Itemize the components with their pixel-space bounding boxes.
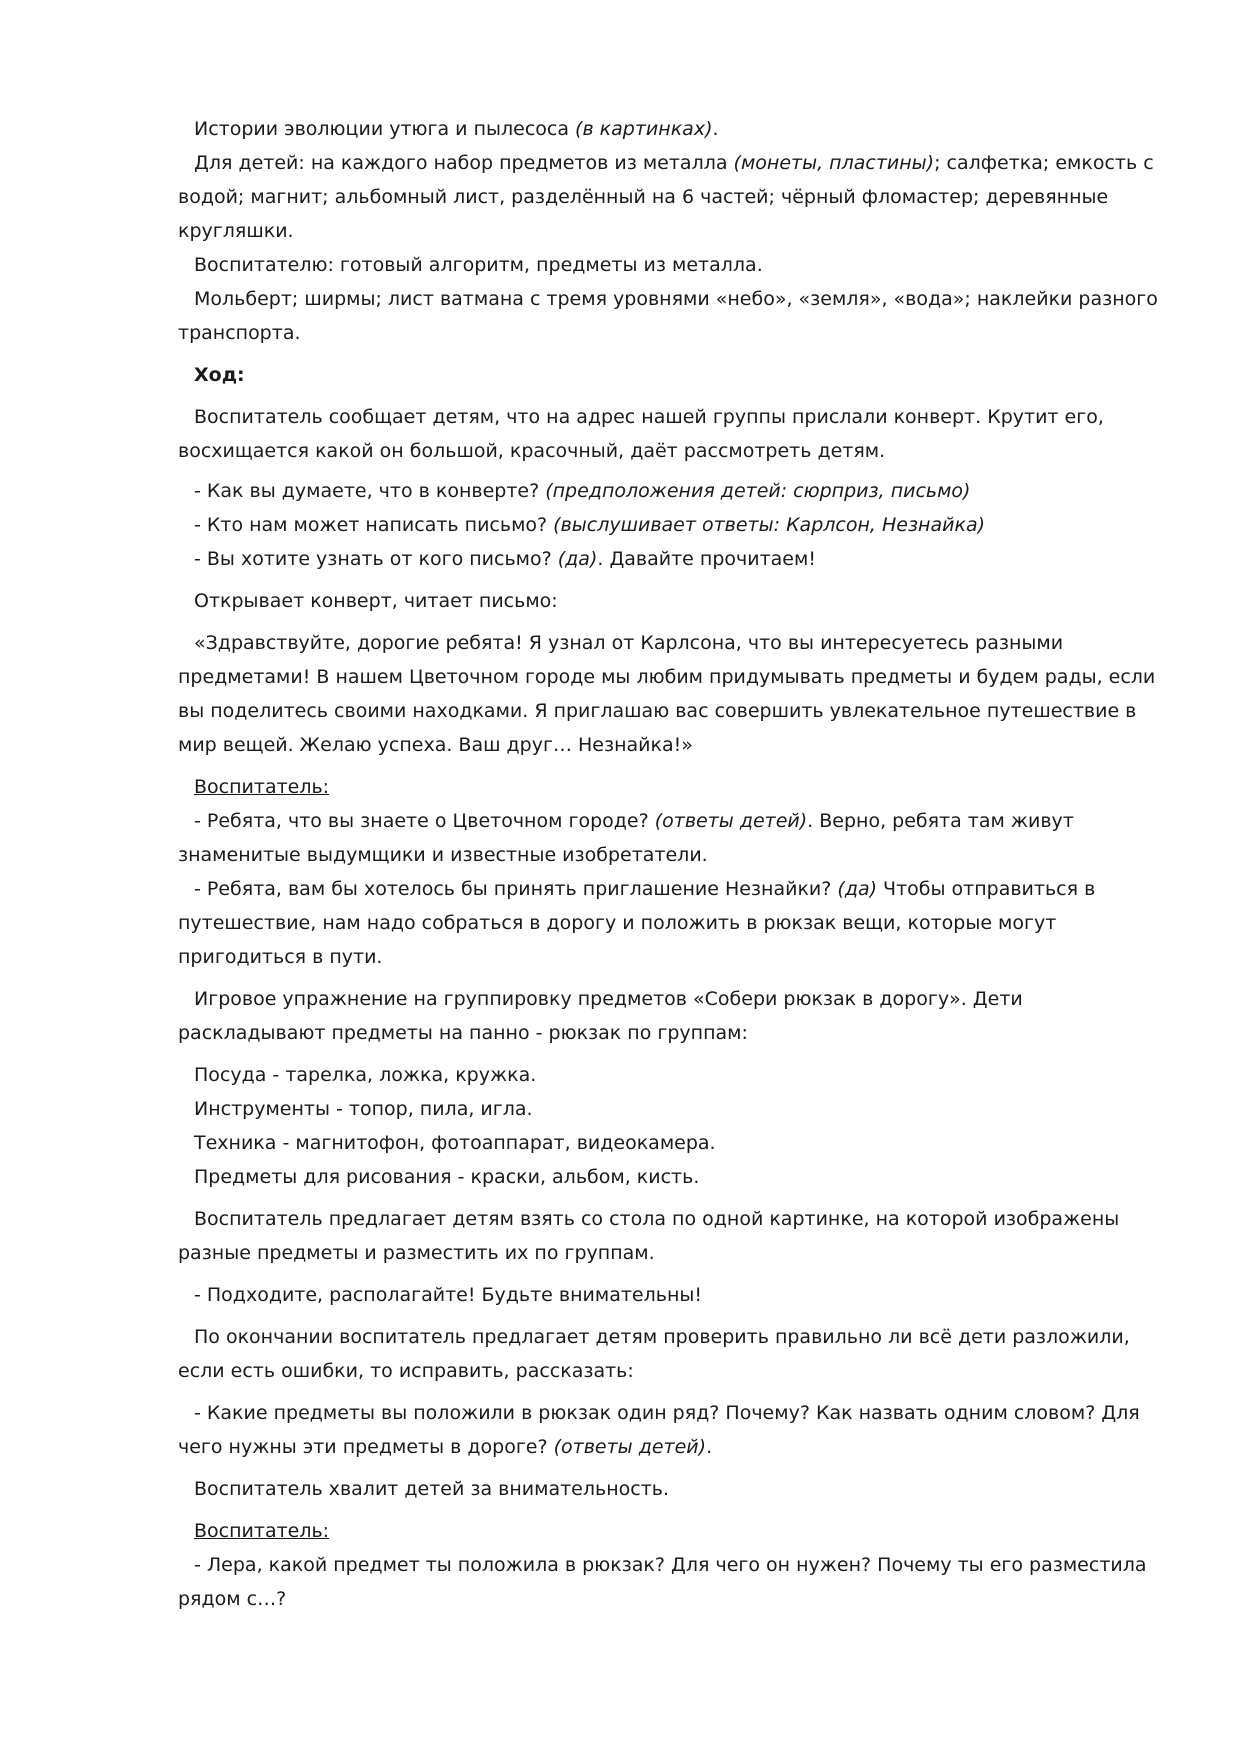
- paragraph-envelope: Воспитатель сообщает детям, что на адрес нашей группы прислали конверт. Крутит его, восхищается какой он большой, красочный, даёт рассмотреть детям.: [178, 406, 1104, 462]
- reply-flower-city: - Ребята, что вы знаете о Цветочном городе? (ответы детей). Верно, ребята там живут знаменитые выдумщики и известные изобретатели.: [178, 810, 1074, 866]
- document-body: [178, 112, 1158, 1616]
- paragraph-be-attentive: - Подходите, располагайте! Будьте внимательны!: [194, 1284, 702, 1306]
- materials-equipment: Мольберт; ширмы; лист ватмана с тремя уровнями «небо», «земля», «вода»; наклейки разного транспорта.: [178, 288, 1158, 344]
- materials-iron-vacuum: Истории эволюции утюга и пылесоса (в картинках).: [194, 118, 719, 140]
- materials-children: Для детей: на каждого набор предметов из металла (монеты, пластины); салфетка; емкость с водой; магнит; альбомный лист, разделённый на 6 частей; чёрный фломастер; деревянные кругляшки.: [178, 152, 1154, 242]
- speaker-label: Воспитатель:: [194, 1520, 330, 1542]
- list-item: Инструменты - топор, пила, игла.: [194, 1098, 533, 1120]
- question-envelope: - Как вы думаете, что в конверте? (предположения детей: сюрприз, письмо): [194, 480, 971, 502]
- paragraph-game-exercise: Игровое упражнение на группировку предметов «Собери рюкзак в дорогу». Дети раскладывают предметы на панно - рюкзак по группам:: [178, 988, 1023, 1044]
- paragraph-pictures: Воспитатель предлагает детям взять со стола по одной картинке, на которой изображены разные предметы и разместить их по группам.: [178, 1208, 1120, 1264]
- list-item: Техника - магнитофон, фотоаппарат, видеокамера.: [194, 1132, 716, 1154]
- speaker-label: Воспитатель:: [194, 776, 330, 798]
- section-heading-hod: Ход:: [194, 364, 245, 386]
- question-lera: - Лера, какой предмет ты положила в рюкзак? Для чего он нужен? Почему ты его разместила рядом с…?: [178, 1554, 1147, 1610]
- question-want-to-know: - Вы хотите узнать от кого письмо? (да). Давайте прочитаем!: [194, 548, 816, 570]
- question-items: - Какие предметы вы положили в рюкзак один ряд? Почему? Как назвать одним словом? Для чего нужны эти предметы в дороге? (ответы детей).: [178, 1402, 1140, 1458]
- list-item: Посуда - тарелка, ложка, кружка.: [194, 1064, 537, 1086]
- letter-text: «Здравствуйте, дорогие ребята! Я узнал от Карлсона, что вы интересуетесь разными предметами! В нашем Цветочном городе мы любим придумывать предметы и будем рады, если вы поделитесь своими находками. Я приглашаю вас совершить увлекательное путешествие в мир вещей. Желаю успеха. Ваш друг… Незнайка!»: [178, 632, 1156, 756]
- paragraph-check: По окончании воспитатель предлагает детям проверить правильно ли всё дети разложили, если есть ошибки, то исправить, рассказать:: [178, 1326, 1130, 1382]
- paragraph-praise: Воспитатель хвалит детей за внимательность.: [194, 1478, 670, 1500]
- paragraph-opens-envelope: Открывает конверт, читает письмо:: [194, 590, 558, 612]
- materials-teacher: Воспитателю: готовый алгоритм, предметы из металла.: [194, 254, 763, 276]
- reply-invitation: - Ребята, вам бы хотелось бы принять приглашение Незнайки? (да) Чтобы отправиться в путешествие, нам надо собраться в дорогу и положить в рюкзак вещи, которые могут пригодиться в пути.: [178, 878, 1096, 968]
- question-who-wrote: - Кто нам может написать письмо? (выслушивает ответы: Карлсон, Незнайка): [194, 514, 985, 536]
- grouping-list: [178, 1058, 1158, 1194]
- list-item: Предметы для рисования - краски, альбом, кисть.: [194, 1166, 700, 1188]
